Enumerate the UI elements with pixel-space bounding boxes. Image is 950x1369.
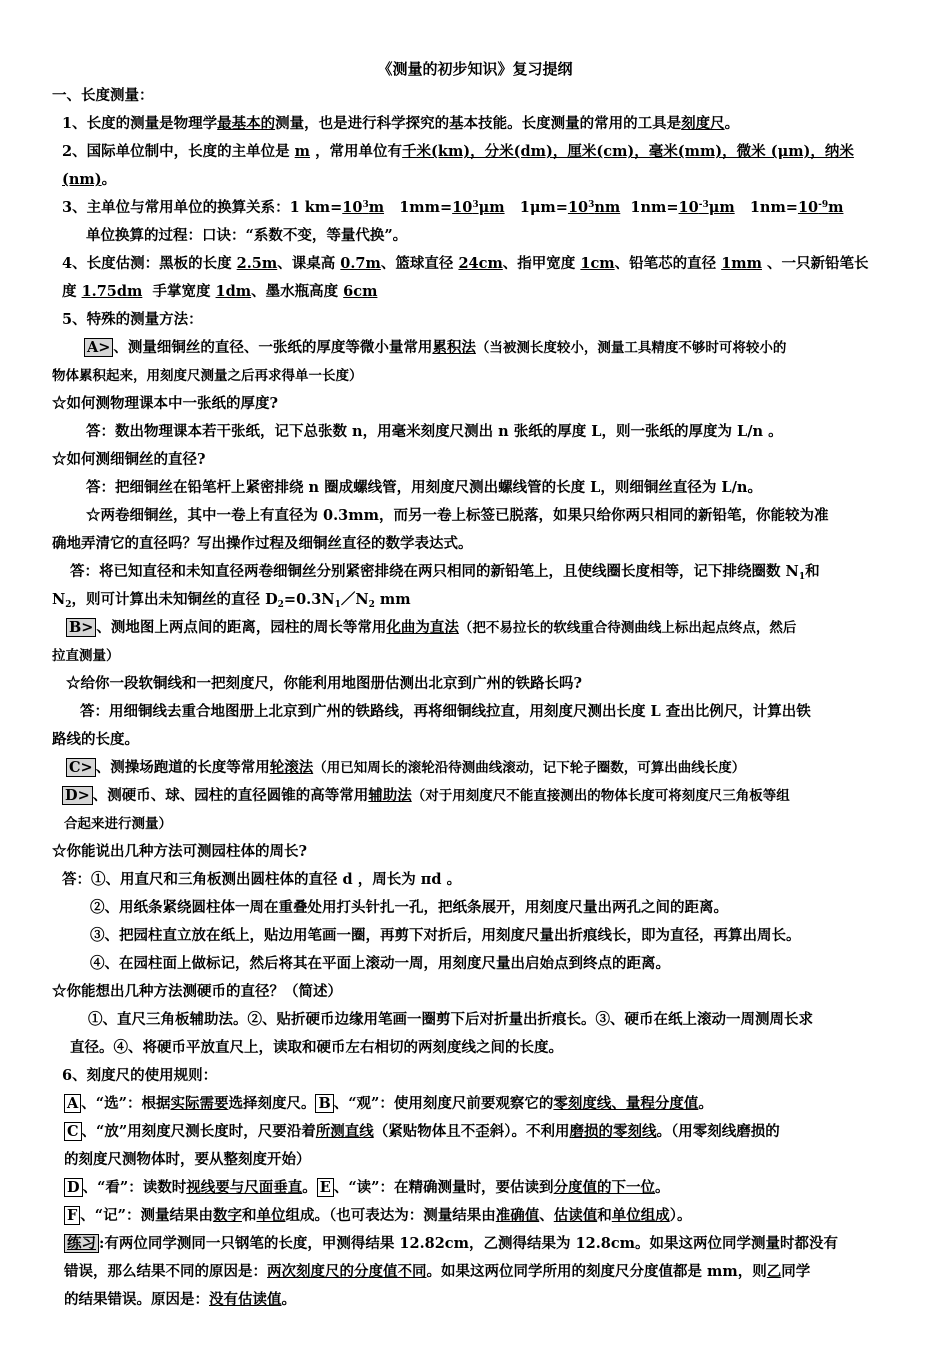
question-line: ☆两卷细铜丝，其中一卷上有直径为 0.3mm，而另一卷上标签已脱落，如果只给你两只相同的新铅笔，你能较为准 xyxy=(86,507,829,524)
answer-line: 答：把细铜丝在铅笔杆上紧密排绕 n 圈成螺线管，用刻度尺测出螺线管的长度 L，则细铜丝直径为 L/n。 xyxy=(86,479,762,496)
answer-line: ②、用纸条紧绕圆柱体一周在重叠处用打头针扎一孔，把纸条展开，用刻度尺量出两孔之间的距离。 xyxy=(90,899,728,916)
text-line: C> 、测操场跑道的长度等常用轮滚法（用已知周长的滚轮沿待测曲线滚动，记下轮子圈数，可算出曲线长度） xyxy=(66,758,745,778)
label-a-box: A> xyxy=(84,338,113,357)
rule-line: 的刻度尺测物体时，要从整刻度开始） xyxy=(64,1151,311,1168)
text-line: B> 、测地图上两点间的距离，园柱的周长等常用化曲为直法（把不易拉长的软线重合待测曲线上标出起点终点，然后 xyxy=(66,618,796,638)
text-line: 单位换算的过程：口诀：“系数不变，等量代换”。 xyxy=(86,227,408,244)
text-line: 度 1.75dm 手掌宽度 1dm、墨水瓶高度 6cm xyxy=(62,283,378,300)
answer-line: $N_2$，则可计算出未知铜丝的直径 $D_2=0.3N_1/N_2$ mm xyxy=(52,591,411,610)
text-line: 拉直测量） xyxy=(52,648,120,664)
answer-line: 答：将已知直径和未知直径两卷细铜丝分别紧密排绕在两只相同的新铅笔上，且使线圈长度相等，记下排绕圈数 $N_1$和 xyxy=(70,563,820,582)
question-line: ☆如何测物理课本中一张纸的厚度? xyxy=(52,395,278,412)
document-title: 《测量的初步知识》复习提纲 xyxy=(377,60,573,78)
text-line: 3、主单位与常用单位的换算关系：1 $km=10^3m$ $1mm=10^3\mu m$ $1\mu m=10^3nm$ $1nm=10^{-3}\mu m$ $1nm=10^{-9}m$ xyxy=(62,199,844,216)
answer-line: 答：①、用直尺和三角板测出圆柱体的直径 d ，周长为 πd 。 xyxy=(62,871,462,888)
text-line: 合起来进行测量） xyxy=(64,816,172,832)
text-line: D> 、测硬币、球、园柱的直径圆锥的高等常用辅助法（对于用刻度尺不能直接测出的物体长度可将刻度尺三角板等组 xyxy=(62,786,790,806)
exercise-line: 的结果错误。原因是：没有估读值。 xyxy=(64,1291,296,1308)
rule-line: D 、“看”：读数时视线要与尺面垂直。 E 、“读”：在精确测量时，要估读到分度值的下一位。 xyxy=(64,1178,670,1198)
answer-line: ③、把园柱直立放在纸上，贴边用笔画一圈，再剪下对折后，用刻度尺量出折痕线长，即为直径，再算出周长。 xyxy=(90,927,801,944)
question-line: 确地弄清它的直径吗？写出操作过程及细铜丝直径的数学表达式。 xyxy=(52,535,473,552)
answer-line: ①、直尺三角板辅助法。②、贴折硬币边缘用笔画一圈剪下后对折量出折痕长。③、硬币在纸上滚动一周测周长求 xyxy=(88,1011,813,1028)
text-line: 4、长度估测：黑板的长度 2.5m、课桌高 0.7m、篮球直径 24cm、指甲宽度 1cm、铅笔芯的直径 1mm 、一只新铅笔长 xyxy=(62,255,869,272)
label-c-box: C> xyxy=(66,758,96,777)
answer-line: ④、在园柱面上做标记，然后将其在平面上滚动一周，用刻度尺量出启始点到终点的距离。 xyxy=(90,955,670,972)
rule-line: A 、“选”：根据实际需要选择刻度尺。 B 、“观”：使用刻度尺前要观察它的零刻度线、量程分度值。 xyxy=(64,1094,713,1114)
rule-line: C 、“放”用刻度尺测长度时，尺要沿着所测直线（紧贴物体且不歪斜）。不利用磨损的零刻线。（用零刻线磨损的 xyxy=(64,1122,780,1142)
question-line: ☆你能说出几种方法可测园柱体的周长? xyxy=(52,843,307,860)
answer-line: 答：数出物理课本若干张纸，记下总张数 n，用毫米刻度尺测出 n 张纸的厚度 L，则一张纸的厚度为 L/n 。 xyxy=(86,423,783,440)
question-line: ☆给你一段软铜线和一把刻度尺，你能利用地图册估测出北京到广州的铁路长吗? xyxy=(66,675,582,692)
heading-length: 一、长度测量： xyxy=(52,87,154,104)
text-line: 1、长度的测量是物理学最基本的测量，也是进行科学探究的基本技能。长度测量的常用的工具是刻度尺。 xyxy=(62,115,740,132)
question-line: ☆如何测细铜丝的直径? xyxy=(52,451,206,468)
exercise-line: 练习 :有两位同学测同一只钢笔的长度，甲测得结果 12.82cm，乙测得结果为 12.8cm。如果这两位同学测量时都没有 xyxy=(64,1234,838,1254)
text-line: 2、国际单位制中，长度的主单位是 m ，常用单位有千米(km)，分米(dm)，厘米(cm)，毫米(mm)，微米 (μm)，纳米 xyxy=(62,143,854,160)
text-line: (nm)。 xyxy=(62,171,117,188)
question-line: ☆你能想出几种方法测硬币的直径？（简述） xyxy=(52,983,342,1000)
answer-line: 路线的长度。 xyxy=(52,731,139,748)
answer-line: 答：用细铜线去重合地图册上北京到广州的铁路线，再将细铜线拉直，用刻度尺测出长度 L 查出比例尺，计算出铁 xyxy=(80,703,811,720)
text-line: 5、特殊的测量方法： xyxy=(62,311,203,328)
label-d-box: D> xyxy=(62,786,93,805)
answer-line: 直径。④、将硬币平放直尺上，读取和硬币左右相切的两刻度线之间的长度。 xyxy=(70,1039,563,1056)
text-line: 6、刻度尺的使用规则： xyxy=(62,1067,218,1084)
text-line: 物体累积起来，用刻度尺测量之后再求得单一长度） xyxy=(52,368,363,384)
text-line: A> 、测量细铜丝的直径、一张纸的厚度等微小量常用累积法（当被测长度较小，测量工具精度不够时可将较小的 xyxy=(84,338,786,358)
label-b-box: B> xyxy=(66,618,96,637)
exercise-line: 错误，那么结果不同的原因是：两次刻度尺的分度值不同。如果这两位同学所用的刻度尺分度值都是 mm，则乙同学 xyxy=(64,1263,811,1280)
exercise-label: 练习 xyxy=(64,1234,99,1253)
rule-line: F 、“记”：测量结果由数字和单位组成。（也可表达为：测量结果由准确值、估读值和单位组成）。 xyxy=(64,1206,691,1226)
